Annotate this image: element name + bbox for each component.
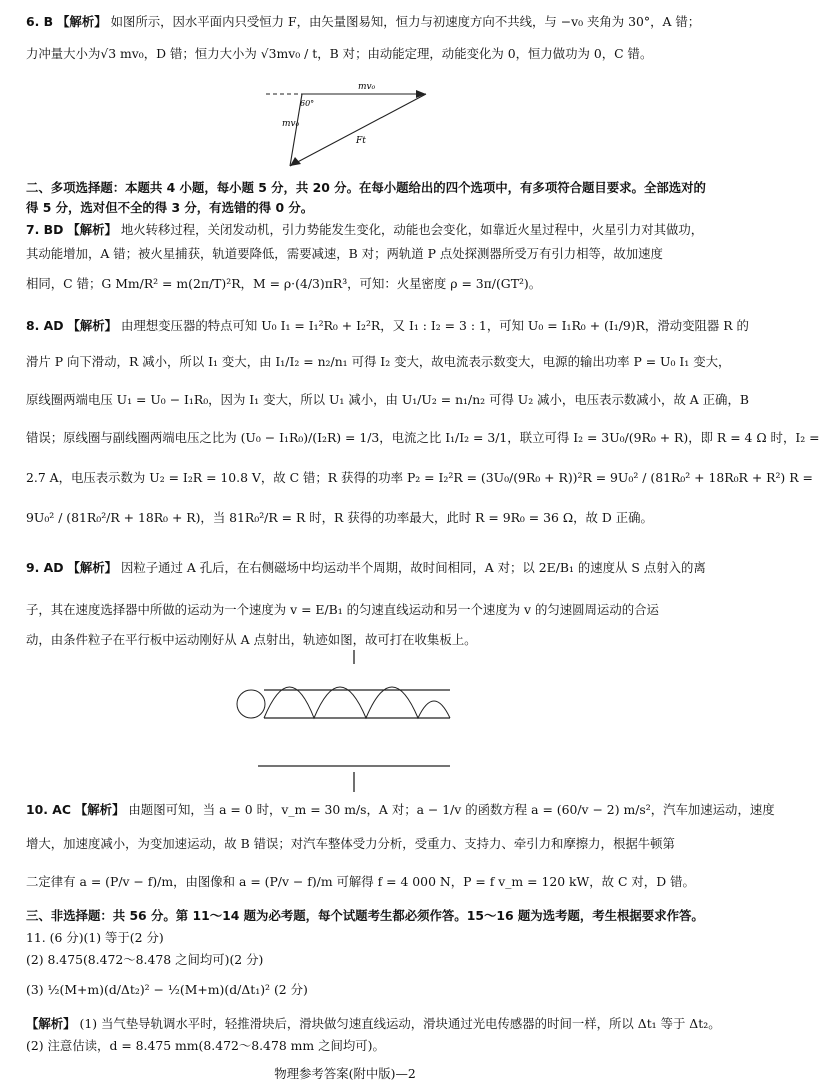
q9-head: 9. AD [26, 560, 64, 575]
q8-line-4: 错误；原线圈与副线圈两端电压之比为 (U₀ − I₁R₀)/(I₂R) = 1/3，电流之比 I₁/I₂ = 3/1，联立可得 I₂ = 3U₀/(9R₀ + R)，即 R = 4 Ω 时，I₂ = [26, 430, 820, 445]
sec3-line-1: 三、非选择题：共 56 分。第 11～14 题为必考题，每个试题考生都必须作答。15～16 题为选考题，考生根据要求作答。 [26, 908, 704, 923]
q7-line-1 [26, 220, 704, 238]
q6-tag: 【解析】 [57, 14, 107, 29]
q10-text-1: 由题图可知，当 a = 0 时，v_m = 30 m/s，A 对；a − 1/v 的函数方程 a = (60/v − 2) m/s²，汽车加速运动，速度 [128, 802, 775, 817]
trajectory-figure [228, 646, 478, 816]
q8-line-5: 2.7 A，电压表示数为 U₂ = I₂R = 10.8 V，故 C 错；R 获得的功率 P₂ = I₂²R = (3U₀/(9R₀ + R))²R = 9U₀² / (81R₀² + 18R₀R + R²) R = [26, 470, 813, 485]
fig1-label-angle: 60° [300, 99, 315, 108]
q7-text-1: 地火转移过程，关闭发动机，引力势能发生变化，动能也会变化，如靠近火星过程中，火星引力对其做功， [120, 222, 704, 237]
q7-head: 7. BD [26, 222, 64, 237]
q8-head: 8. AD [26, 318, 64, 333]
q6-text-1: 如图所示，因水平面内只受恒力 F，由矢量图易知，恒力与初速度方向不共线，与 −v₀ 夹角为 30°，A 错； [110, 14, 701, 29]
fig1-label-left: mv₀ [282, 119, 300, 129]
q11-line-2: (2) 8.475(8.472～8.478 之间均可)(2 分) [26, 952, 264, 967]
q10-tag: 【解析】 [74, 802, 125, 817]
q11-line-3: (3) ½(M+m)(d/Δt₂)² − ½(M+m)(d/Δt₁)² (2 分) [26, 982, 308, 997]
q7-tag: 【解析】 [67, 222, 117, 237]
q6-head: 6. B [26, 14, 54, 29]
q6-line-1 [26, 12, 701, 30]
q9-line-1 [26, 558, 706, 576]
q11-text-4: (1) 当气垫导轨调水平时，轻推滑块后，滑块做匀速直线运动，滑块通过光电传感器的时间一样，所以 Δt₁ 等于 Δt₂。 [79, 1016, 721, 1031]
q8-line-1 [26, 316, 749, 334]
q10-line-3: 二定律有 a = (P/v − f)/m，由图像和 a = (P/v − f)/m 可解得 f = 4 000 N，P = f v_m = 120 kW，故 C 对，D 错。 [26, 874, 695, 889]
q8-line-3: 原线圈两端电压 U₁ = U₀ − I₁R₀，因为 I₁ 变大，所以 U₁ 减小，由 U₁/U₂ = n₁/n₂ 可得 U₂ 减小，电压表示数减小，故 A 正确，B [26, 392, 749, 407]
sec2-line-1: 二、多项选择题：本题共 4 小题，每小题 5 分，共 20 分。在每小题给出的四个选项中，有多项符合题目要求。全部选对的 [26, 180, 706, 195]
q8-line-2: 滑片 P 向下滑动，R 减小，所以 I₁ 变大，由 I₁/I₂ = n₂/n₁ 可得 I₂ 变大，故电流表示数变大，电源的输出功率 P = U₀ I₁ 变大， [26, 354, 731, 369]
q10-line-1 [26, 800, 775, 818]
q8-tag: 【解析】 [67, 318, 118, 333]
q10-head: 10. AC [26, 802, 71, 817]
q10-line-2: 增大，加速度减小，为变加速运动，故 B 错误；对汽车整体受力分析，受重力、支持力、牵引力和摩擦力，根据牛顿第 [26, 836, 675, 851]
q11-tag: 【解析】 [26, 1016, 76, 1031]
q11-line-4 [26, 1014, 721, 1032]
q11-line-5: (2) 注意估读，d = 8.475 mm(8.472～8.478 mm 之间均可)。 [26, 1038, 385, 1053]
fig1-label-right: Ft [356, 136, 366, 146]
q6-line-2: 力冲量大小为√3 mv₀，D 错；恒力大小为 √3mv₀ / t，B 对；由动能定理，动能变化为 0，恒力做功为 0，C 错。 [26, 46, 653, 61]
q11-line-1: 11. (6 分)(1) 等于(2 分) [26, 930, 164, 945]
q8-text-1: 由理想变压器的特点可知 U₀ I₁ = I₁²R₀ + I₂²R，又 I₁ : I₂ = 3 : 1，可知 U₀ = I₁R₀ + (I₁/9)R，滑动变阻器 R 的 [121, 318, 749, 333]
sec2-line-2: 得 5 分，选对但不全的得 3 分，有选错的得 0 分。 [26, 200, 314, 215]
vector-triangle-figure [262, 80, 442, 172]
q9-tag: 【解析】 [67, 560, 118, 575]
fig1-label-top: mv₀ [358, 82, 376, 92]
q9-text-1: 因粒子通过 A 孔后，在右侧磁场中均运动半个周期，故时间相同，A 对；以 2E/B₁ 的速度从 S 点射入的离 [121, 560, 706, 575]
q9-line-3: 动，由条件粒子在平行板中运动刚好从 A 点射出，轨迹如图，故可打在收集板上。 [26, 632, 477, 647]
q7-line-2: 其动能增加，A 错；被火星捕获，轨道要降低，需要减速，B 对；两轨道 P 点处探测器所受万有引力相等，故加速度 [26, 246, 663, 261]
page-footer: 物理参考答案(附中版)—2 [274, 1066, 416, 1081]
q8-line-6: 9U₀² / (81R₀²/R + 18R₀ + R)，当 81R₀²/R = R 时，R 获得的功率最大，此时 R = 9R₀ = 36 Ω，故 D 正确。 [26, 510, 653, 525]
q9-line-2: 子，其在速度选择器中所做的运动为一个速度为 v = E/B₁ 的匀速直线运动和另一个速度为 v 的匀速圆周运动的合运 [26, 602, 659, 617]
q7-line-3: 相同，C 错；G Mm/R² = m(2π/T)²R，M = ρ·(4/3)πR³，可知：火星密度 ρ = 3π/(GT²)。 [26, 276, 542, 291]
